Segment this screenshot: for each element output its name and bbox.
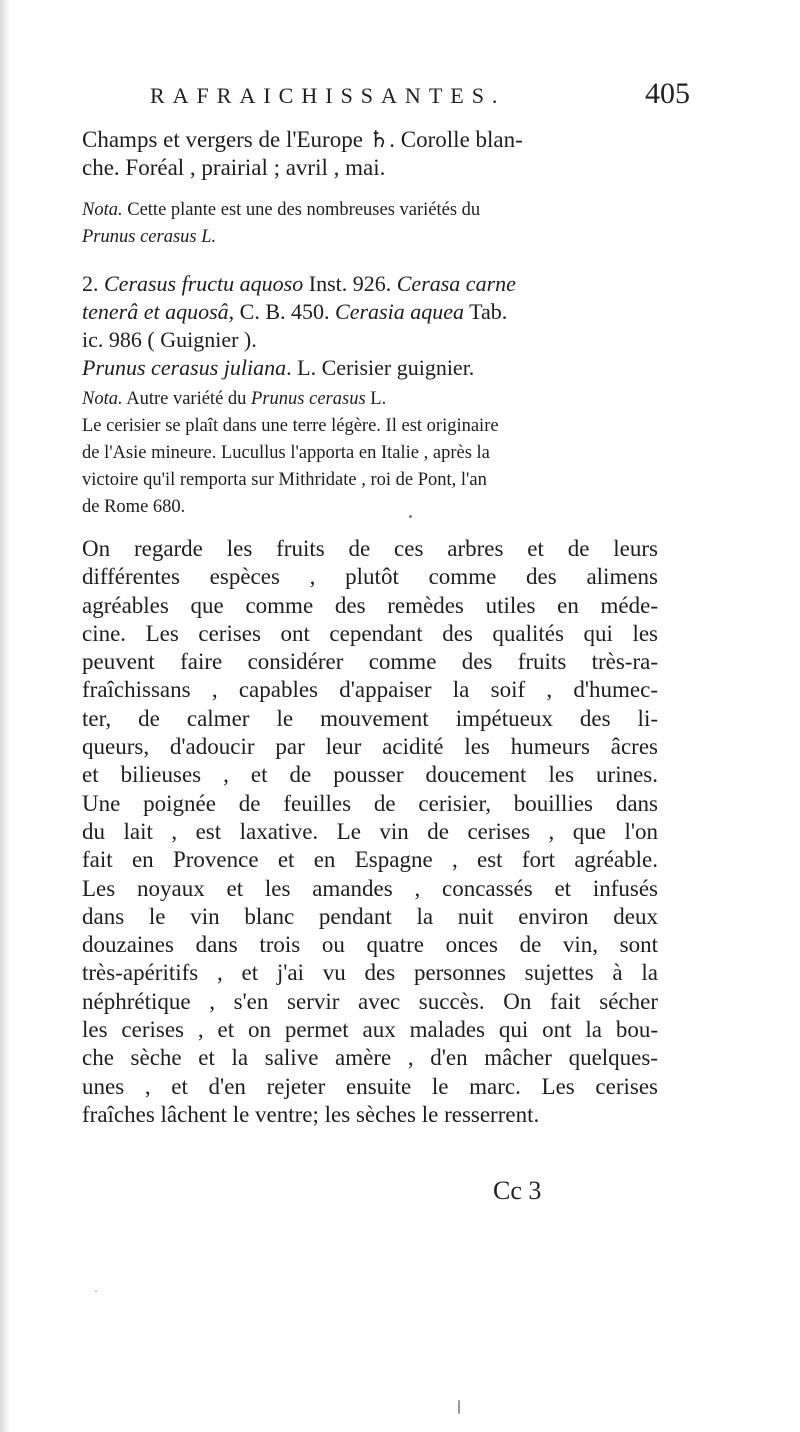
paragraph-line: che sèche et la salive amère , d'en mâcher quelques-	[82, 1045, 658, 1071]
note-text: Cette plante est une des nombreuses variétés du	[122, 200, 481, 220]
note-line: de Rome 680.	[82, 497, 186, 517]
paragraph-line: les cerises , et on permet aux malades qui ont la bou-	[82, 1017, 658, 1043]
entry-line	[82, 270, 658, 298]
paragraph-line: fraîchissans , capables d'appaiser la soif , d'humec-	[82, 677, 658, 703]
running-head: RAFRAICHISSANTES.	[150, 83, 506, 108]
note-line	[82, 197, 658, 224]
paragraph-line: On regarde les fruits de ces arbres et de leurs	[82, 536, 658, 561]
paragraph-line: unes , et d'en rejeter ensuite le marc. Les cerises	[82, 1073, 658, 1099]
entry-reference: Tab.	[463, 299, 508, 324]
main-paragraph	[82, 535, 658, 1129]
paragraph-line: Les noyaux et les amandes , concassés et infusés	[82, 875, 658, 901]
page-edge-shadow	[0, 0, 10, 1432]
paragraph-line: très-apéritifs , et j'ai vu des personnes sujettes à la	[82, 960, 658, 986]
entry-latin-name: Prunus cerasus juliana	[82, 355, 287, 380]
entry-reference: Inst. 926.	[303, 271, 397, 296]
speck	[409, 515, 412, 518]
entry-latin-name: Cerasus fructu aquoso	[104, 271, 304, 296]
speck	[458, 1400, 460, 1414]
entry-latin-name: Cerasa carne	[396, 271, 516, 296]
nota-note-1	[82, 197, 658, 251]
speck	[95, 1290, 97, 1292]
note-latin-name: Prunus cerasus	[251, 389, 366, 409]
entry-reference: , C. B. 450.	[228, 299, 336, 324]
note-line: de l'Asie mineure. Lucullus l'apporta en Italie , après la	[82, 443, 490, 463]
paragraph-line: douzaines dans trois ou quatre onces de vin, sont	[82, 932, 658, 958]
paragraph-line: fait en Provence et en Espagne , est fort agréable.	[82, 847, 658, 873]
note-line: Prunus cerasus L.	[82, 227, 217, 247]
note-text: L.	[365, 389, 387, 409]
signature-mark: Cc 3	[493, 1176, 542, 1205]
entry-common-name: . L. Cerisier guignier.	[286, 355, 475, 380]
paragraph-line: agréables que comme des remèdes utiles en méde-	[82, 592, 658, 618]
paragraph-line: néphrétique , s'en servir avec succès. On fait sécher	[82, 988, 658, 1014]
paragraph-line: Une poignée de feuilles de cerisier, bouillies dans	[82, 790, 658, 816]
entry-line	[82, 298, 658, 326]
paragraph-line: ter, de calmer le mouvement impétueux des li-	[82, 705, 658, 731]
note-text: Autre variété du	[122, 389, 252, 409]
paragraph-line: et bilieuses , et de pousser doucement les urines.	[82, 762, 658, 788]
paragraph-line: dans le vin blanc pendant la nuit environ deux	[82, 903, 658, 929]
note-line	[82, 386, 658, 413]
nota-note-2	[82, 386, 658, 521]
habitat-block	[82, 126, 658, 182]
paragraph-line: cine. Les cerises ont cependant des qualités qui les	[82, 620, 658, 646]
nota-label: Nota.	[82, 389, 123, 409]
entry-latin-name: tenerâ et aquosâ	[82, 299, 229, 324]
nota-label: Nota.	[82, 200, 123, 220]
habitat-line: Champs et vergers de l'Europe ♄. Corolle blan-	[82, 127, 523, 152]
note-line: victoire qu'il remporta sur Mithridate , roi de Pont, l'an	[82, 470, 487, 490]
paragraph-line: queurs, d'adoucir par leur acidité les humeurs âcres	[82, 734, 658, 760]
entry-latin-name: Cerasia aquea	[335, 299, 464, 324]
entry-line: ic. 986 ( Guignier ).	[82, 327, 257, 352]
note-line: Le cerisier se plaît dans une terre légère. Il est originaire	[82, 416, 499, 436]
entry-line	[82, 354, 658, 382]
page-header	[150, 75, 690, 115]
paragraph-line: du lait , est laxative. Le vin de cerises , que l'on	[82, 818, 658, 844]
entry-number: 2.	[82, 271, 104, 296]
page-number: 405	[645, 77, 690, 110]
paragraph-line: peuvent faire considérer comme des fruits très-ra-	[82, 649, 658, 675]
paragraph-line: fraîches lâchent le ventre; les sèches le resserrent.	[82, 1101, 540, 1127]
habitat-line: che. Foréal , prairial ; avril , mai.	[82, 155, 386, 180]
species-entry-2	[82, 270, 658, 382]
paragraph-line: différentes espèces , plutôt comme des alimens	[82, 564, 658, 590]
